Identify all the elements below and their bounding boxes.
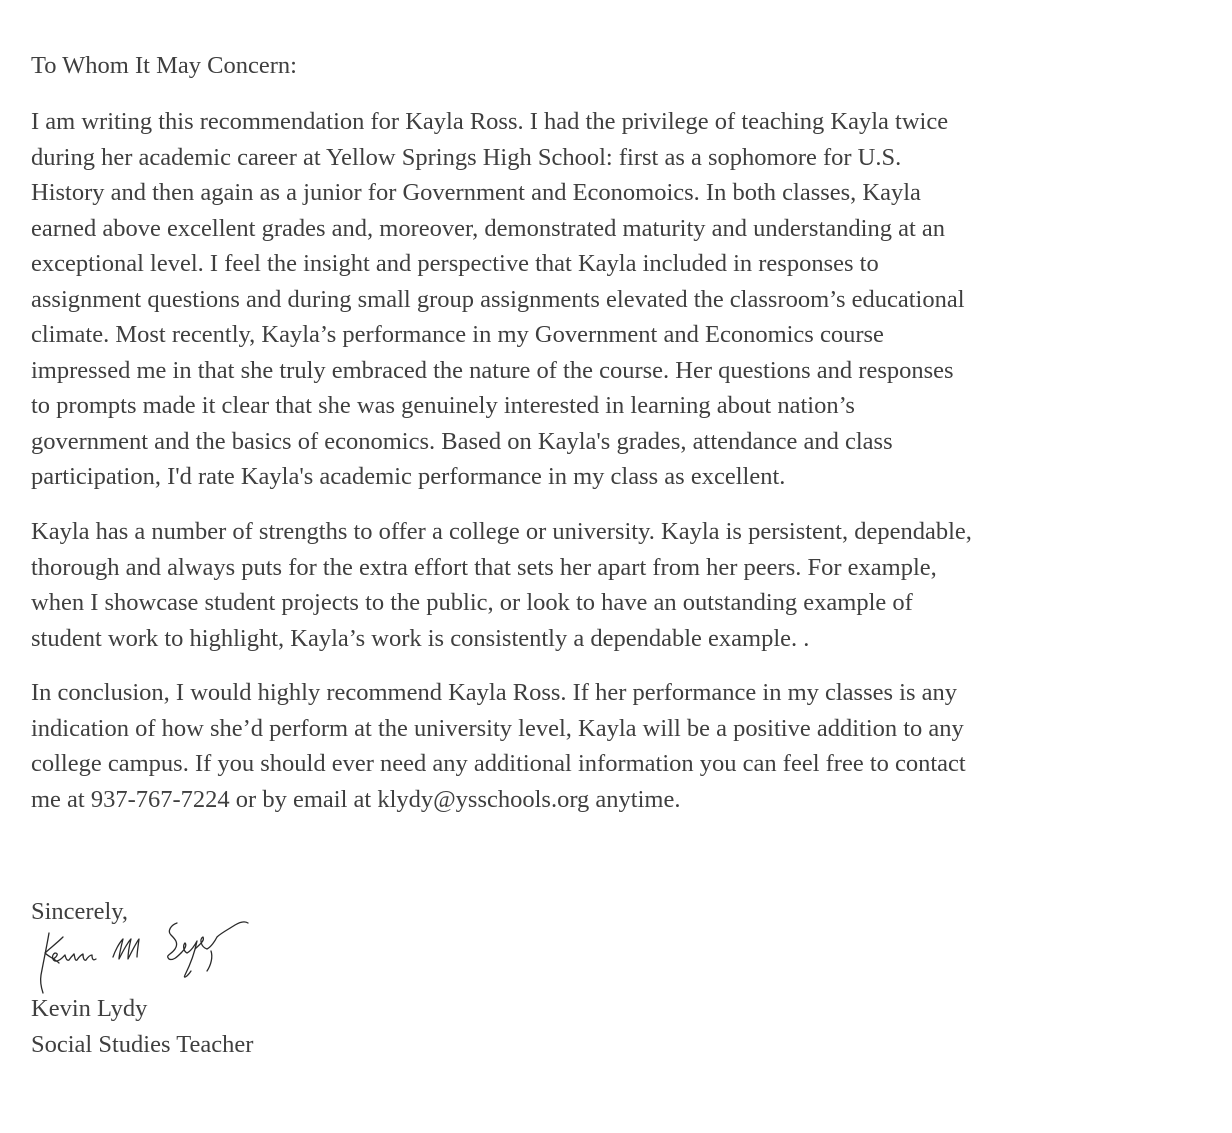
paragraph-line: thorough and always puts for the extra effort that sets her apart from her peers. For example,: [31, 553, 937, 581]
paragraph-line: impressed me in that she truly embraced the nature of the course. Her questions and responses: [31, 356, 954, 384]
paragraph-line: participation, I'd rate Kayla's academic performance in my class as excellent.: [31, 463, 786, 490]
paragraph-line: to prompts made it clear that she was genuinely interested in learning about nation’s: [31, 392, 855, 419]
paragraph-line: earned above excellent grades and, moreover, demonstrated maturity and understanding at an: [31, 214, 946, 242]
handwritten-signature: [35, 915, 250, 995]
signer-name: Kevin Lydy: [31, 995, 148, 1022]
paragraph-line: In conclusion, I would highly recommend Kayla Ross. If her performance in my classes is any: [31, 679, 957, 706]
paragraph-line: during her academic career at Yellow Springs High School: first as a sophomore for U.S.: [31, 143, 902, 171]
paragraph-line: college campus. If you should ever need any additional information you can feel free to contact: [31, 750, 966, 777]
paragraph-conclusion: [31, 675, 1211, 817]
paragraph-line: indication of how she’d perform at the university level, Kayla will be a positive addition to any: [31, 714, 964, 742]
paragraph-line: I am writing this recommendation for Kayla Ross. I had the privilege of teaching Kayla twice: [31, 108, 949, 135]
paragraph-line: student work to highlight, Kayla’s work is consistently a dependable example. .: [31, 624, 810, 652]
paragraph-recommendation: [31, 104, 1211, 495]
paragraph-line: Kayla has a number of strengths to offer a college or university. Kayla is persistent, dependable,: [31, 518, 972, 545]
salutation: To Whom It May Concern:: [31, 52, 297, 79]
paragraph-line: climate. Most recently, Kayla’s performance in my Government and Economics course: [31, 321, 884, 348]
paragraph-strengths: [31, 514, 1211, 656]
paragraph-line: History and then again as a junior for Government and Economoics. In both classes, Kayla: [31, 179, 921, 206]
closing: Sincerely,: [31, 898, 129, 925]
paragraph-line: assignment questions and during small group assignments elevated the classroom’s educational: [31, 285, 965, 313]
paragraph-line: exceptional level. I feel the insight and perspective that Kayla included in responses to: [31, 250, 879, 277]
signer-title: Social Studies Teacher: [31, 1031, 254, 1058]
paragraph-line: when I showcase student projects to the public, or look to have an outstanding example of: [31, 589, 913, 616]
paragraph-line: government and the basics of economics. Based on Kayla's grades, attendance and class: [31, 427, 893, 455]
paragraph-line: me at 937-767-7224 or by email at klydy@ysschools.org anytime.: [31, 785, 681, 813]
